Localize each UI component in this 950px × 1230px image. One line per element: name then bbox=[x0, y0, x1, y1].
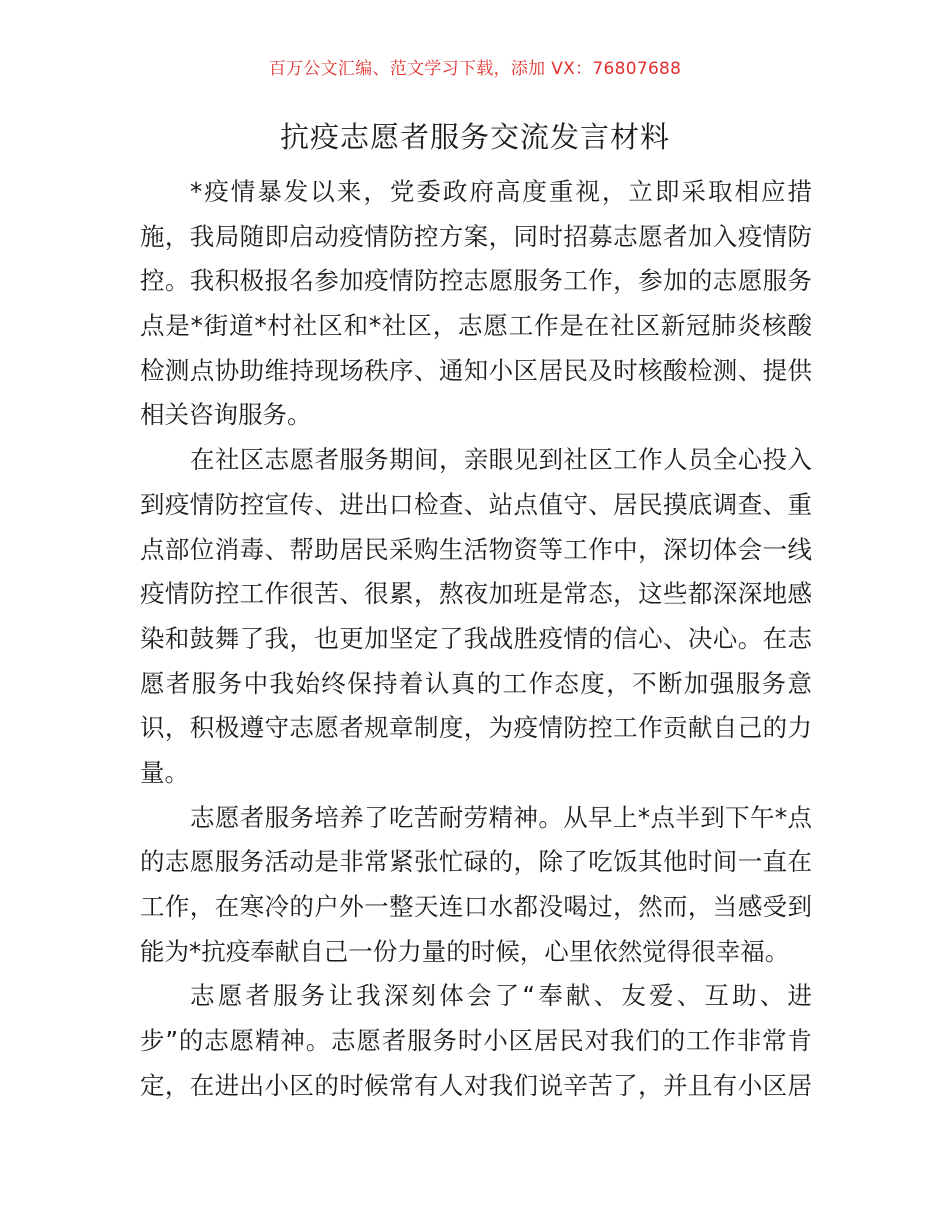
text-line: 识，积极遵守志愿者规章制度，为疫情防控工作贡献自己的力 bbox=[140, 713, 812, 743]
text-line: 志愿者服务让我深刻体会了“奉献、友爱、互助、进 bbox=[190, 981, 812, 1011]
text-line: 工作，在寒冷的户外一整天连口水都没喝过，然而，当感受到 bbox=[140, 892, 812, 921]
text-line: 愿者服务中我始终保持着认真的工作态度，不断加强服务意 bbox=[140, 668, 812, 698]
text-line: 染和鼓舞了我，也更加坚定了我战胜疫情的信心、决心。在志 bbox=[140, 623, 812, 653]
paragraph-1 bbox=[140, 170, 812, 438]
text-line: 在社区志愿者服务期间，亲眼见到社区工作人员全心投入 bbox=[190, 445, 812, 475]
paragraph-2 bbox=[140, 438, 812, 796]
text-line: 定，在进出小区的时候常有人对我们说辛苦了，并且有小区居 bbox=[140, 1070, 812, 1100]
document-title: 抗疫志愿者服务交流发言材料 bbox=[279, 120, 670, 154]
text-line: 相关咨询服务。 bbox=[140, 400, 312, 430]
text-line: *疫情暴发以来，党委政府高度重视，立即采取相应措 bbox=[190, 177, 812, 206]
document-body bbox=[140, 170, 812, 1108]
text-line: 步”的志愿精神。志愿者服务时小区居民对我们的工作非常肯 bbox=[140, 1026, 812, 1056]
paragraph-3 bbox=[140, 796, 812, 975]
text-line: 的志愿服务活动是非常紧张忙碌的，除了吃饭其他时间一直在 bbox=[140, 847, 812, 877]
text-line: 检测点协助维持现场秩序、通知小区居民及时核酸检测、提供 bbox=[140, 355, 812, 385]
text-line: 到疫情防控宣传、进出口检查、站点值守、居民摸底调查、重 bbox=[140, 489, 812, 519]
text-line: 点部位消毒、帮助居民采购生活物资等工作中，深切体会一线 bbox=[140, 534, 812, 564]
text-line: 控。我积极报名参加疫情防控志愿服务工作，参加的志愿服务 bbox=[140, 266, 812, 296]
paragraph-4 bbox=[140, 974, 812, 1108]
text-line: 点是*街道*村社区和*社区，志愿工作是在社区新冠肺炎核酸 bbox=[140, 311, 812, 341]
text-line: 疫情防控工作很苦、很累，熬夜加班是常态，这些都深深地感 bbox=[140, 579, 812, 609]
text-line: 量。 bbox=[140, 757, 189, 787]
text-line: 施，我局随即启动疫情防控方案，同时招募志愿者加入疫情防 bbox=[140, 221, 812, 251]
watermark-banner: 百万公文汇编、范文学习下载，添加 VX：76807688 bbox=[268, 59, 682, 79]
text-line: 能为*抗疫奉献自己一份力量的时候，心里依然觉得很幸福。 bbox=[140, 936, 790, 966]
text-line: 志愿者服务培养了吃苦耐劳精神。从早上*点半到下午*点 bbox=[190, 802, 812, 832]
